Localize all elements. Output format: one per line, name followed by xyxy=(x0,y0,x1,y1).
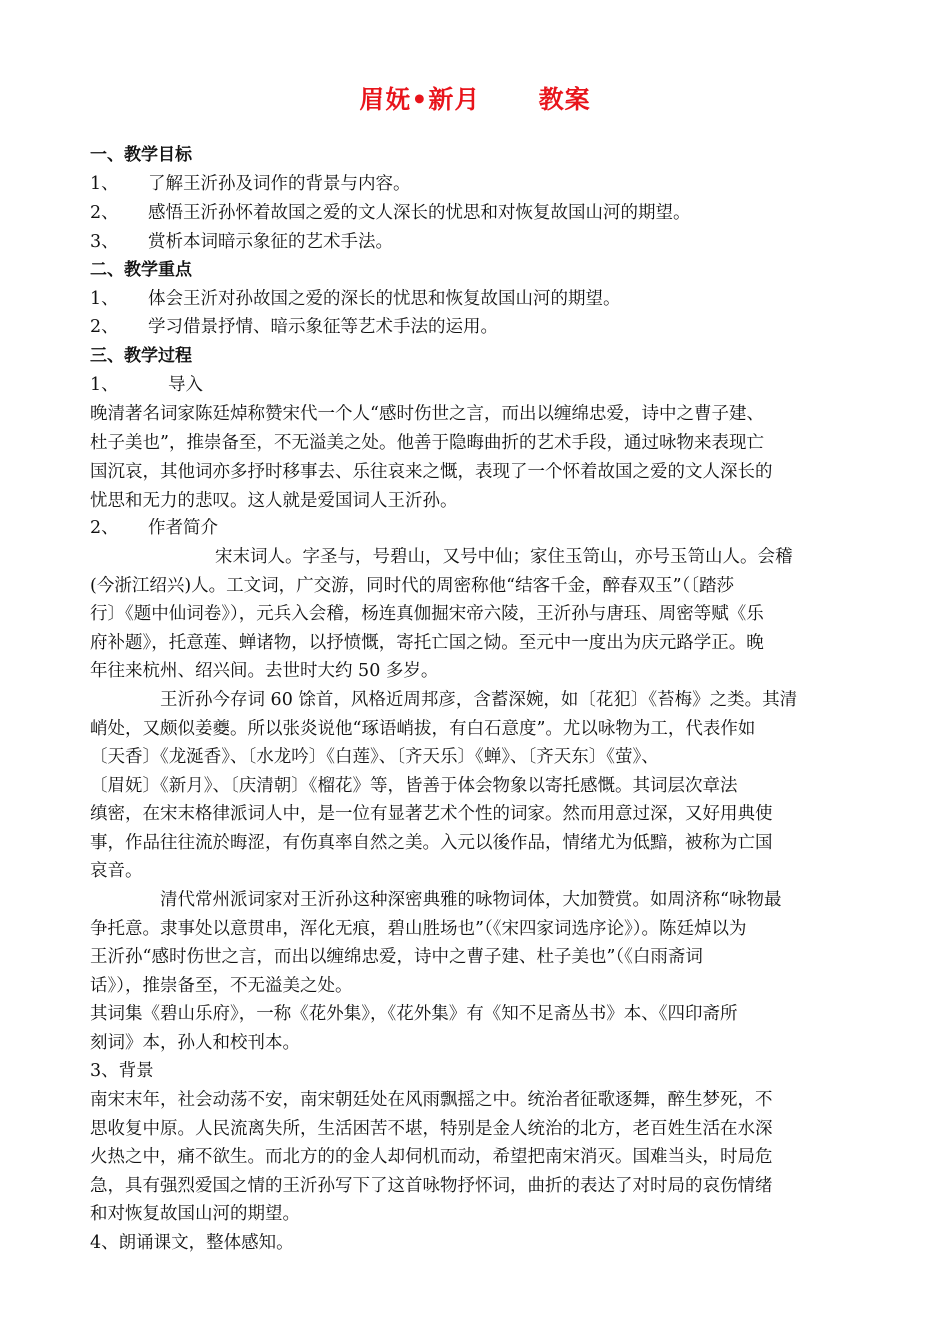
paragraph-line: 年往来杭州、绍兴间。去世时大约 50 多岁。 xyxy=(90,661,439,681)
step-text: 导入 xyxy=(168,375,203,395)
paragraph-line: 急，具有强烈爱国之情的王沂孙写下了这首咏物抒怀词，曲折的表达了对时局的哀伤情绪 xyxy=(90,1176,773,1196)
step-number: 1、 xyxy=(90,375,119,395)
list-item xyxy=(90,199,870,227)
step-heading-author xyxy=(90,514,870,542)
paragraph-line: 峭处，又颇似姜夔。所以张炎说他“琢语峭拔，有白石意度”。尤以咏物为工，代表作如 xyxy=(90,719,756,739)
paragraph-line: 王沂孙今存词 60 馀首，风格近周邦彦，含蓄深婉，如〔花犯〕《苔梅》之类。其清 xyxy=(160,690,798,710)
list-item xyxy=(90,228,870,256)
paragraph-line: (今浙江绍兴)人。工文词，广交游，同时代的周密称他“结客千金，醉春双玉”（〔踏莎 xyxy=(90,576,735,596)
paragraph-line: 〔眉妩〕《新月》、〔庆清朝〕《榴花》等，皆善于体会物象以寄托感慨。其词层次章法 xyxy=(90,776,738,796)
step-number: 2、 xyxy=(90,518,119,538)
paragraph-line: 思收复中原。人民流离失所，生活困苦不堪，特别是金人统治的北方，老百姓生活在水深 xyxy=(90,1119,773,1139)
paragraph-line: 火热之中，痛不欲生。而北方的的金人却伺机而动，希望把南宋消灭。国难当头，时局危 xyxy=(90,1147,773,1167)
item-text: 赏析本词暗示象征的艺术手法。 xyxy=(148,232,393,252)
item-text: 体会王沂对孙故国之爱的深长的忧思和恢复故国山河的期望。 xyxy=(148,289,621,309)
item-number: 2、 xyxy=(90,317,119,337)
section-heading-key-points: 二、教学重点 xyxy=(90,260,192,280)
step-heading-background: 3、背景 xyxy=(90,1061,154,1081)
paragraph-line: 〔天香〕《龙涎香》、〔水龙吟〕《白莲》、〔齐天乐〕《蝉》、〔齐天东〕《萤》、 xyxy=(90,747,659,767)
paragraph-line: 清代常州派词家对王沂孙这种深密典雅的咏物词体，大加赞赏。如周济称“咏物最 xyxy=(160,890,782,910)
paragraph-line: 缜密，在宋末格律派词人中，是一位有显著艺术个性的词家。然而用意过深，又好用典使 xyxy=(90,804,773,824)
paragraph-line: 忧思和无力的悲叹。这人就是爱国词人王沂孙。 xyxy=(90,491,458,511)
item-text: 学习借景抒情、暗示象征等艺术手法的运用。 xyxy=(148,317,498,337)
paragraph-line: 哀音。 xyxy=(90,861,143,881)
paragraph-line: 王沂孙“感时伤世之言，而出以缠绵忠爱，诗中之曹子建、杜子美也”（《白雨斋词 xyxy=(90,947,703,967)
section-heading-objectives: 一、教学目标 xyxy=(90,145,192,165)
paragraph-line: 宋末词人。字圣与，号碧山，又号中仙；家住玉笥山，亦号玉笥山人。会稽 xyxy=(215,547,793,567)
list-item xyxy=(90,170,870,198)
paragraph-line: 和对恢复故国山河的期望。 xyxy=(90,1204,300,1224)
item-number: 2、 xyxy=(90,203,119,223)
paragraph-line: 晚清著名词家陈廷焯称赞宋代一个人“感时伤世之言，而出以缠绵忠爱，诗中之曹子建、 xyxy=(90,404,764,424)
item-number: 1、 xyxy=(90,289,119,309)
item-text: 感悟王沂孙怀着故国之爱的文人深长的忧思和对恢复故国山河的期望。 xyxy=(148,203,691,223)
item-number: 3、 xyxy=(90,232,119,252)
list-item xyxy=(90,285,870,313)
list-item xyxy=(90,313,870,341)
paragraph-line: 府补题》，托意莲、蝉诸物，以抒愤慨，寄托亡国之恸。至元中一度出为庆元路学正。晚 xyxy=(90,633,764,653)
paragraph-line: 杜子美也”，推崇备至，不无溢美之处。他善于隐晦曲折的艺术手段，通过咏物来表现亡 xyxy=(90,433,764,453)
paragraph-line: 话》），推崇备至，不无溢美之处。 xyxy=(90,976,353,996)
paragraph-line: 国沉哀，其他词亦多抒时移事去、乐往哀来之慨，表现了一个怀着故国之爱的文人深长的 xyxy=(90,462,773,482)
paragraph-line: 事，作品往往流於晦涩，有伤真率自然之美。入元以後作品，情绪尤为低黯，被称为亡国 xyxy=(90,833,773,853)
paragraph-line: 刻词》本，孙人和校刊本。 xyxy=(90,1033,300,1053)
step-text: 作者简介 xyxy=(148,518,218,538)
paragraph-line: 其词集《碧山乐府》，一称《花外集》，《花外集》有《知不足斋丛书》本、《四印斋所 xyxy=(90,1004,738,1024)
paragraph-line: 争托意。隶事处以意贯串，浑化无痕，碧山胜场也”（《宋四家词选序论》）。陈廷焯以为 xyxy=(90,919,747,939)
section-heading-process: 三、教学过程 xyxy=(90,346,192,366)
step-heading-intro xyxy=(90,371,870,399)
page-title: 眉妩•新月 教案 xyxy=(359,85,591,114)
step-heading-recite: 4、朗诵课文，整体感知。 xyxy=(90,1233,294,1253)
item-text: 了解王沂孙及词作的背景与内容。 xyxy=(148,174,411,194)
item-number: 1、 xyxy=(90,174,119,194)
paragraph-line: 南宋末年，社会动荡不安，南宋朝廷处在风雨飘摇之中。统治者征歌逐舞，醉生梦死，不 xyxy=(90,1090,773,1110)
paragraph-line: 行〕《题中仙词卷》），元兵入会稽，杨连真伽掘宋帝六陵，王沂孙与唐珏、周密等赋《乐 xyxy=(90,604,764,624)
